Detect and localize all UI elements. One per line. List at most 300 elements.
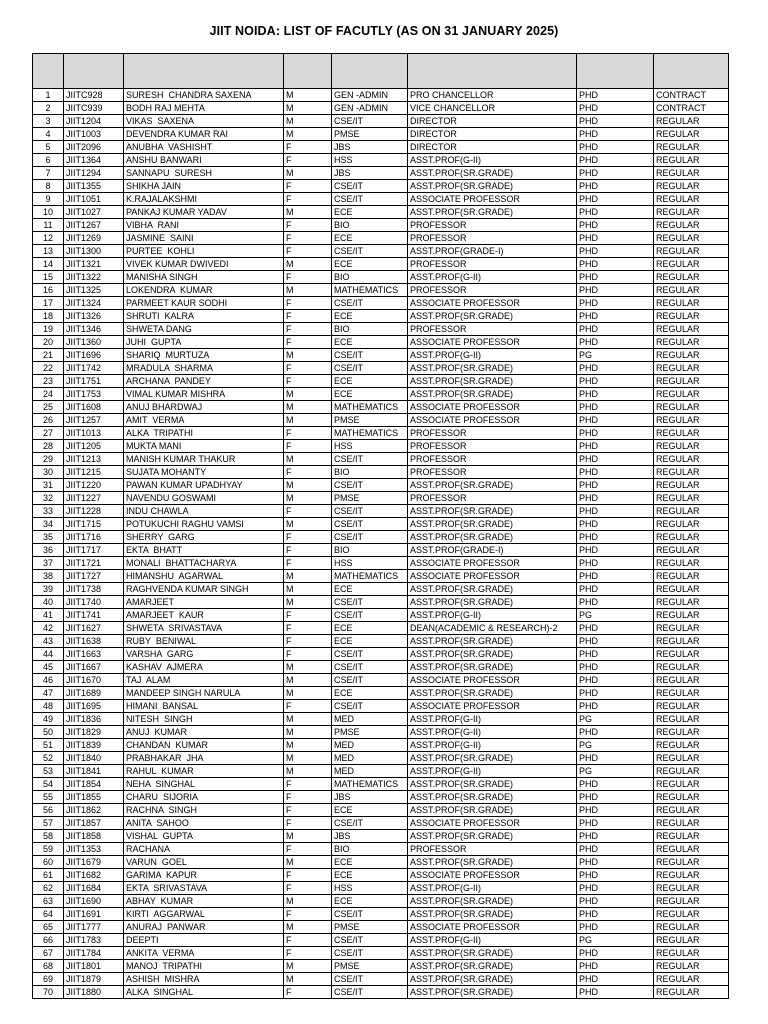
cell-name: CHANDAN KUMAR [124,739,284,752]
cell-qualification: PHD [577,401,654,414]
cell-designation: ASST.PROF(SR.GRADE) [408,895,577,908]
cell-name: SURESH CHANDRA SAXENA [124,89,284,102]
cell-status: REGULAR [654,869,729,882]
cell-sn: 62 [33,882,64,895]
cell-name: VIBHA RANI [124,219,284,232]
cell-status: REGULAR [654,375,729,388]
cell-emp-code: JIIT1691 [64,908,124,921]
cell-name: AMIT VERMA [124,414,284,427]
cell-emp-code: JIIT1324 [64,297,124,310]
cell-department: CSE/IT [332,362,408,375]
cell-emp-code: JIIT1204 [64,115,124,128]
cell-qualification: PHD [577,960,654,973]
cell-gender: M [284,284,332,297]
cell-sn: 39 [33,583,64,596]
cell-status: REGULAR [654,817,729,830]
cell-designation: ASST.PROF(G-II) [408,726,577,739]
cell-gender: M [284,830,332,843]
cell-designation: PROFESSOR [408,323,577,336]
table-row [33,89,729,102]
cell-sn: 44 [33,648,64,661]
cell-name: MANOJ TRIPATHI [124,960,284,973]
cell-status: REGULAR [654,245,729,258]
cell-qualification: PHD [577,310,654,323]
cell-sn: 40 [33,596,64,609]
cell-status: REGULAR [654,505,729,518]
cell-department: PMSE [332,128,408,141]
cell-gender: M [284,401,332,414]
cell-gender: F [284,557,332,570]
cell-designation: PROFESSOR [408,427,577,440]
cell-name: SHWETA SRIVASTAVA [124,622,284,635]
cell-department: CSE/IT [332,986,408,999]
cell-gender: M [284,518,332,531]
cell-gender: M [284,102,332,115]
cell-designation: PROFESSOR [408,843,577,856]
table-row [33,778,729,791]
cell-gender: M [284,726,332,739]
cell-gender: M [284,895,332,908]
cell-qualification: PHD [577,206,654,219]
cell-qualification: PHD [577,453,654,466]
cell-name: PAWAN KUMAR UPADHYAY [124,479,284,492]
cell-qualification: PHD [577,882,654,895]
cell-emp-code: JIIT1227 [64,492,124,505]
cell-sn: 14 [33,258,64,271]
cell-department: CSE/IT [332,947,408,960]
cell-gender: F [284,635,332,648]
cell-department: ECE [332,869,408,882]
cell-qualification: PG [577,609,654,622]
cell-name: MANISH KUMAR THAKUR [124,453,284,466]
cell-qualification: PHD [577,986,654,999]
cell-name: PARMEET KAUR SODHI [124,297,284,310]
cell-department: ECE [332,583,408,596]
cell-gender: F [284,427,332,440]
cell-sn: 69 [33,973,64,986]
cell-name: SHARIQ MURTUZA [124,349,284,362]
cell-department: MATHEMATICS [332,570,408,583]
cell-emp-code: JIITC928 [64,89,124,102]
table-row [33,154,729,167]
cell-gender: M [284,453,332,466]
cell-gender: M [284,713,332,726]
table-row [33,921,729,934]
cell-name: ANUJ BHARDWAJ [124,401,284,414]
cell-emp-code: JIIT1013 [64,427,124,440]
cell-sn: 51 [33,739,64,752]
cell-qualification: PHD [577,596,654,609]
cell-designation: ASST.PROF(SR.GRADE) [408,791,577,804]
cell-designation: ASST.PROF(G-II) [408,349,577,362]
table-row [33,570,729,583]
cell-designation: ASST.PROF(G-II) [408,713,577,726]
cell-name: MANISHA SINGH [124,271,284,284]
cell-name: RACHANA [124,843,284,856]
cell-status: REGULAR [654,921,729,934]
cell-department: BIO [332,271,408,284]
table-row [33,167,729,180]
cell-sn: 61 [33,869,64,882]
cell-emp-code: JIIT1690 [64,895,124,908]
cell-department: CSE/IT [332,180,408,193]
cell-status: REGULAR [654,128,729,141]
cell-qualification: PHD [577,102,654,115]
cell-gender: M [284,752,332,765]
cell-status: REGULAR [654,895,729,908]
cell-designation: PROFESSOR [408,232,577,245]
cell-status: REGULAR [654,193,729,206]
cell-qualification: PHD [577,544,654,557]
table-row [33,856,729,869]
cell-status: REGULAR [654,687,729,700]
cell-status: CONTRACT [654,89,729,102]
cell-department: CSE/IT [332,518,408,531]
table-row [33,765,729,778]
cell-status: REGULAR [654,596,729,609]
cell-designation: DIRECTOR [408,141,577,154]
cell-name: CHARU SIJORIA [124,791,284,804]
cell-status: REGULAR [654,401,729,414]
cell-department: ECE [332,388,408,401]
cell-name: VARUN GOEL [124,856,284,869]
cell-status: REGULAR [654,388,729,401]
cell-designation: ASSOCIATE PROFESSOR [408,674,577,687]
cell-emp-code: JIIT1364 [64,154,124,167]
cell-name: VARSHA GARG [124,648,284,661]
cell-status: REGULAR [654,271,729,284]
page-title: JIIT NOIDA: LIST OF FACUTLY (AS ON 31 JANUARY 2025) [209,24,559,38]
cell-designation: ASST.PROF(SR.GRADE) [408,596,577,609]
cell-status: REGULAR [654,726,729,739]
cell-qualification: PHD [577,336,654,349]
cell-gender: F [284,609,332,622]
cell-emp-code: JIIT1638 [64,635,124,648]
table-row [33,232,729,245]
cell-name: ASHISH MISHRA [124,973,284,986]
cell-designation: PROFESSOR [408,466,577,479]
cell-designation: ASST.PROF(G-II) [408,882,577,895]
cell-gender: F [284,154,332,167]
cell-emp-code: JIIT1855 [64,791,124,804]
cell-emp-code: JIIT1269 [64,232,124,245]
cell-emp-code: JIIT1879 [64,973,124,986]
cell-qualification: PHD [577,193,654,206]
cell-emp-code: JIIT1679 [64,856,124,869]
cell-designation: ASSOCIATE PROFESSOR [408,570,577,583]
cell-qualification: PHD [577,531,654,544]
cell-name: NAVENDU GOSWAMI [124,492,284,505]
cell-qualification: PHD [577,258,654,271]
cell-qualification: PHD [577,674,654,687]
cell-sn: 2 [33,102,64,115]
cell-emp-code: JIIT1742 [64,362,124,375]
cell-status: REGULAR [654,960,729,973]
cell-name: POTUKUCHI RAGHU VAMSI [124,518,284,531]
header-sn [33,54,64,89]
table-row [33,206,729,219]
cell-qualification: PG [577,349,654,362]
cell-designation: VICE CHANCELLOR [408,102,577,115]
cell-designation: ASST.PROF(SR.GRADE) [408,531,577,544]
table-row [33,908,729,921]
cell-status: REGULAR [654,219,729,232]
cell-designation: ASST.PROF(SR.GRADE) [408,388,577,401]
cell-gender: F [284,804,332,817]
cell-sn: 60 [33,856,64,869]
cell-designation: ASST.PROF(SR.GRADE) [408,778,577,791]
cell-qualification: PHD [577,284,654,297]
cell-emp-code: JIIT1355 [64,180,124,193]
cell-emp-code: JIIT1267 [64,219,124,232]
cell-gender: F [284,778,332,791]
cell-qualification: PHD [577,843,654,856]
cell-emp-code: JIIT1753 [64,388,124,401]
cell-designation: ASST.PROF(SR.GRADE) [408,661,577,674]
cell-department: JBS [332,167,408,180]
cell-gender: F [284,882,332,895]
table-row [33,557,729,570]
cell-designation: PROFESSOR [408,492,577,505]
cell-sn: 59 [33,843,64,856]
table-row [33,518,729,531]
cell-sn: 67 [33,947,64,960]
cell-emp-code: JIIT1717 [64,544,124,557]
cell-qualification: PHD [577,115,654,128]
cell-emp-code: JIIT1689 [64,687,124,700]
cell-sn: 50 [33,726,64,739]
table-row [33,505,729,518]
cell-department: CSE/IT [332,674,408,687]
cell-department: ECE [332,635,408,648]
cell-designation: ASSOCIATE PROFESSOR [408,817,577,830]
cell-department: BIO [332,843,408,856]
cell-name: VISHAL GUPTA [124,830,284,843]
cell-qualification: PHD [577,271,654,284]
cell-department: CSE/IT [332,817,408,830]
cell-gender: F [284,219,332,232]
cell-emp-code: JIIT1353 [64,843,124,856]
cell-designation: ASST.PROF(SR.GRADE) [408,687,577,700]
cell-sn: 5 [33,141,64,154]
header-department [332,54,408,89]
cell-sn: 43 [33,635,64,648]
cell-emp-code: JIIT1682 [64,869,124,882]
cell-status: REGULAR [654,843,729,856]
cell-department: ECE [332,232,408,245]
cell-department: CSE/IT [332,115,408,128]
cell-sn: 16 [33,284,64,297]
cell-status: REGULAR [654,167,729,180]
cell-gender: F [284,440,332,453]
cell-status: REGULAR [654,310,729,323]
table-row [33,687,729,700]
cell-qualification: PG [577,713,654,726]
cell-qualification: PG [577,739,654,752]
table-row [33,817,729,830]
cell-sn: 27 [33,427,64,440]
cell-emp-code: JIIT1716 [64,531,124,544]
table-row [33,102,729,115]
cell-gender: F [284,791,332,804]
table-row [33,544,729,557]
table-row [33,973,729,986]
cell-designation: DIRECTOR [408,115,577,128]
cell-qualification: PHD [577,375,654,388]
table-row [33,258,729,271]
cell-qualification: PHD [577,557,654,570]
cell-status: REGULAR [654,752,729,765]
cell-status: REGULAR [654,583,729,596]
cell-department: MATHEMATICS [332,401,408,414]
cell-designation: DEAN(ACADEMIC & RESEARCH)-2 [408,622,577,635]
cell-department: ECE [332,206,408,219]
cell-gender: F [284,986,332,999]
cell-designation: ASST.PROF(SR.GRADE) [408,856,577,869]
cell-qualification: PHD [577,700,654,713]
cell-sn: 21 [33,349,64,362]
cell-emp-code: JIIT2096 [64,141,124,154]
cell-sn: 68 [33,960,64,973]
cell-name: SHIKHA JAIN [124,180,284,193]
cell-department: MED [332,752,408,765]
cell-gender: F [284,297,332,310]
cell-designation: ASSOCIATE PROFESSOR [408,401,577,414]
cell-designation: ASST.PROF(SR.GRADE) [408,310,577,323]
cell-qualification: PHD [577,128,654,141]
cell-status: REGULAR [654,544,729,557]
table-row [33,375,729,388]
cell-sn: 66 [33,934,64,947]
cell-emp-code: JIIT1858 [64,830,124,843]
cell-department: MATHEMATICS [332,284,408,297]
cell-department: ECE [332,310,408,323]
table-row [33,752,729,765]
cell-designation: ASST.PROF(G-II) [408,271,577,284]
table-row [33,947,729,960]
table-row [33,583,729,596]
cell-name: SHRUTI KALRA [124,310,284,323]
cell-status: REGULAR [654,635,729,648]
cell-sn: 49 [33,713,64,726]
cell-sn: 52 [33,752,64,765]
cell-qualification: PHD [577,648,654,661]
cell-department: ECE [332,622,408,635]
cell-name: ANSHU BANWARI [124,154,284,167]
cell-department: HSS [332,557,408,570]
cell-qualification: PHD [577,752,654,765]
cell-name: DEEPTI [124,934,284,947]
cell-name: VIVEK KUMAR DWIVEDI [124,258,284,271]
cell-status: REGULAR [654,466,729,479]
cell-designation: DIRECTOR [408,128,577,141]
table-row [33,414,729,427]
cell-sn: 45 [33,661,64,674]
cell-status: REGULAR [654,180,729,193]
table-row [33,245,729,258]
cell-emp-code: JIIT1738 [64,583,124,596]
cell-emp-code: JIIT1360 [64,336,124,349]
table-row [33,479,729,492]
cell-department: PMSE [332,960,408,973]
cell-status: REGULAR [654,882,729,895]
cell-department: PMSE [332,492,408,505]
cell-status: REGULAR [654,713,729,726]
cell-emp-code: JIIT1840 [64,752,124,765]
cell-designation: ASST.PROF(SR.GRADE) [408,206,577,219]
cell-name: ANUJ KUMAR [124,726,284,739]
cell-name: RAGHVENDA KUMAR SINGH [124,583,284,596]
cell-emp-code: JIIT1777 [64,921,124,934]
cell-sn: 7 [33,167,64,180]
cell-gender: F [284,947,332,960]
cell-qualification: PHD [577,219,654,232]
table-row [33,635,729,648]
cell-emp-code: JIIT1857 [64,817,124,830]
cell-gender: M [284,570,332,583]
cell-designation: ASST.PROF(SR.GRADE) [408,908,577,921]
cell-name: HIMANI BANSAL [124,700,284,713]
cell-sn: 31 [33,479,64,492]
cell-sn: 15 [33,271,64,284]
cell-sn: 30 [33,466,64,479]
table-row [33,440,729,453]
cell-department: ECE [332,687,408,700]
cell-department: CSE/IT [332,661,408,674]
cell-sn: 32 [33,492,64,505]
cell-department: CSE/IT [332,934,408,947]
cell-emp-code: JIIT1663 [64,648,124,661]
cell-status: REGULAR [654,947,729,960]
cell-designation: ASSOCIATE PROFESSOR [408,557,577,570]
cell-qualification: PHD [577,180,654,193]
cell-department: ECE [332,375,408,388]
cell-sn: 23 [33,375,64,388]
cell-designation: PROFESSOR [408,219,577,232]
cell-emp-code: JIIT1751 [64,375,124,388]
cell-department: HSS [332,154,408,167]
cell-department: ECE [332,856,408,869]
cell-department: MATHEMATICS [332,427,408,440]
table-row [33,960,729,973]
cell-designation: ASST.PROF(SR.GRADE) [408,973,577,986]
cell-department: PMSE [332,726,408,739]
cell-qualification: PHD [577,687,654,700]
cell-sn: 57 [33,817,64,830]
cell-gender: F [284,531,332,544]
cell-gender: M [284,89,332,102]
cell-emp-code: JIIT1228 [64,505,124,518]
cell-status: REGULAR [654,765,729,778]
cell-qualification: PHD [577,297,654,310]
cell-gender: F [284,843,332,856]
cell-designation: ASST.PROF(SR.GRADE) [408,752,577,765]
cell-name: ALKA SINGHAL [124,986,284,999]
cell-qualification: PHD [577,661,654,674]
cell-designation: ASST.PROF(SR.GRADE) [408,804,577,817]
cell-qualification: PHD [577,466,654,479]
cell-name: SHERRY GARG [124,531,284,544]
cell-status: REGULAR [654,570,729,583]
cell-emp-code: JIIT1667 [64,661,124,674]
cell-sn: 42 [33,622,64,635]
cell-emp-code: JIIT1027 [64,206,124,219]
cell-gender: M [284,349,332,362]
cell-name: MUKTA MANI [124,440,284,453]
cell-emp-code: JIIT1326 [64,310,124,323]
cell-department: MED [332,739,408,752]
cell-emp-code: JIIT1346 [64,323,124,336]
